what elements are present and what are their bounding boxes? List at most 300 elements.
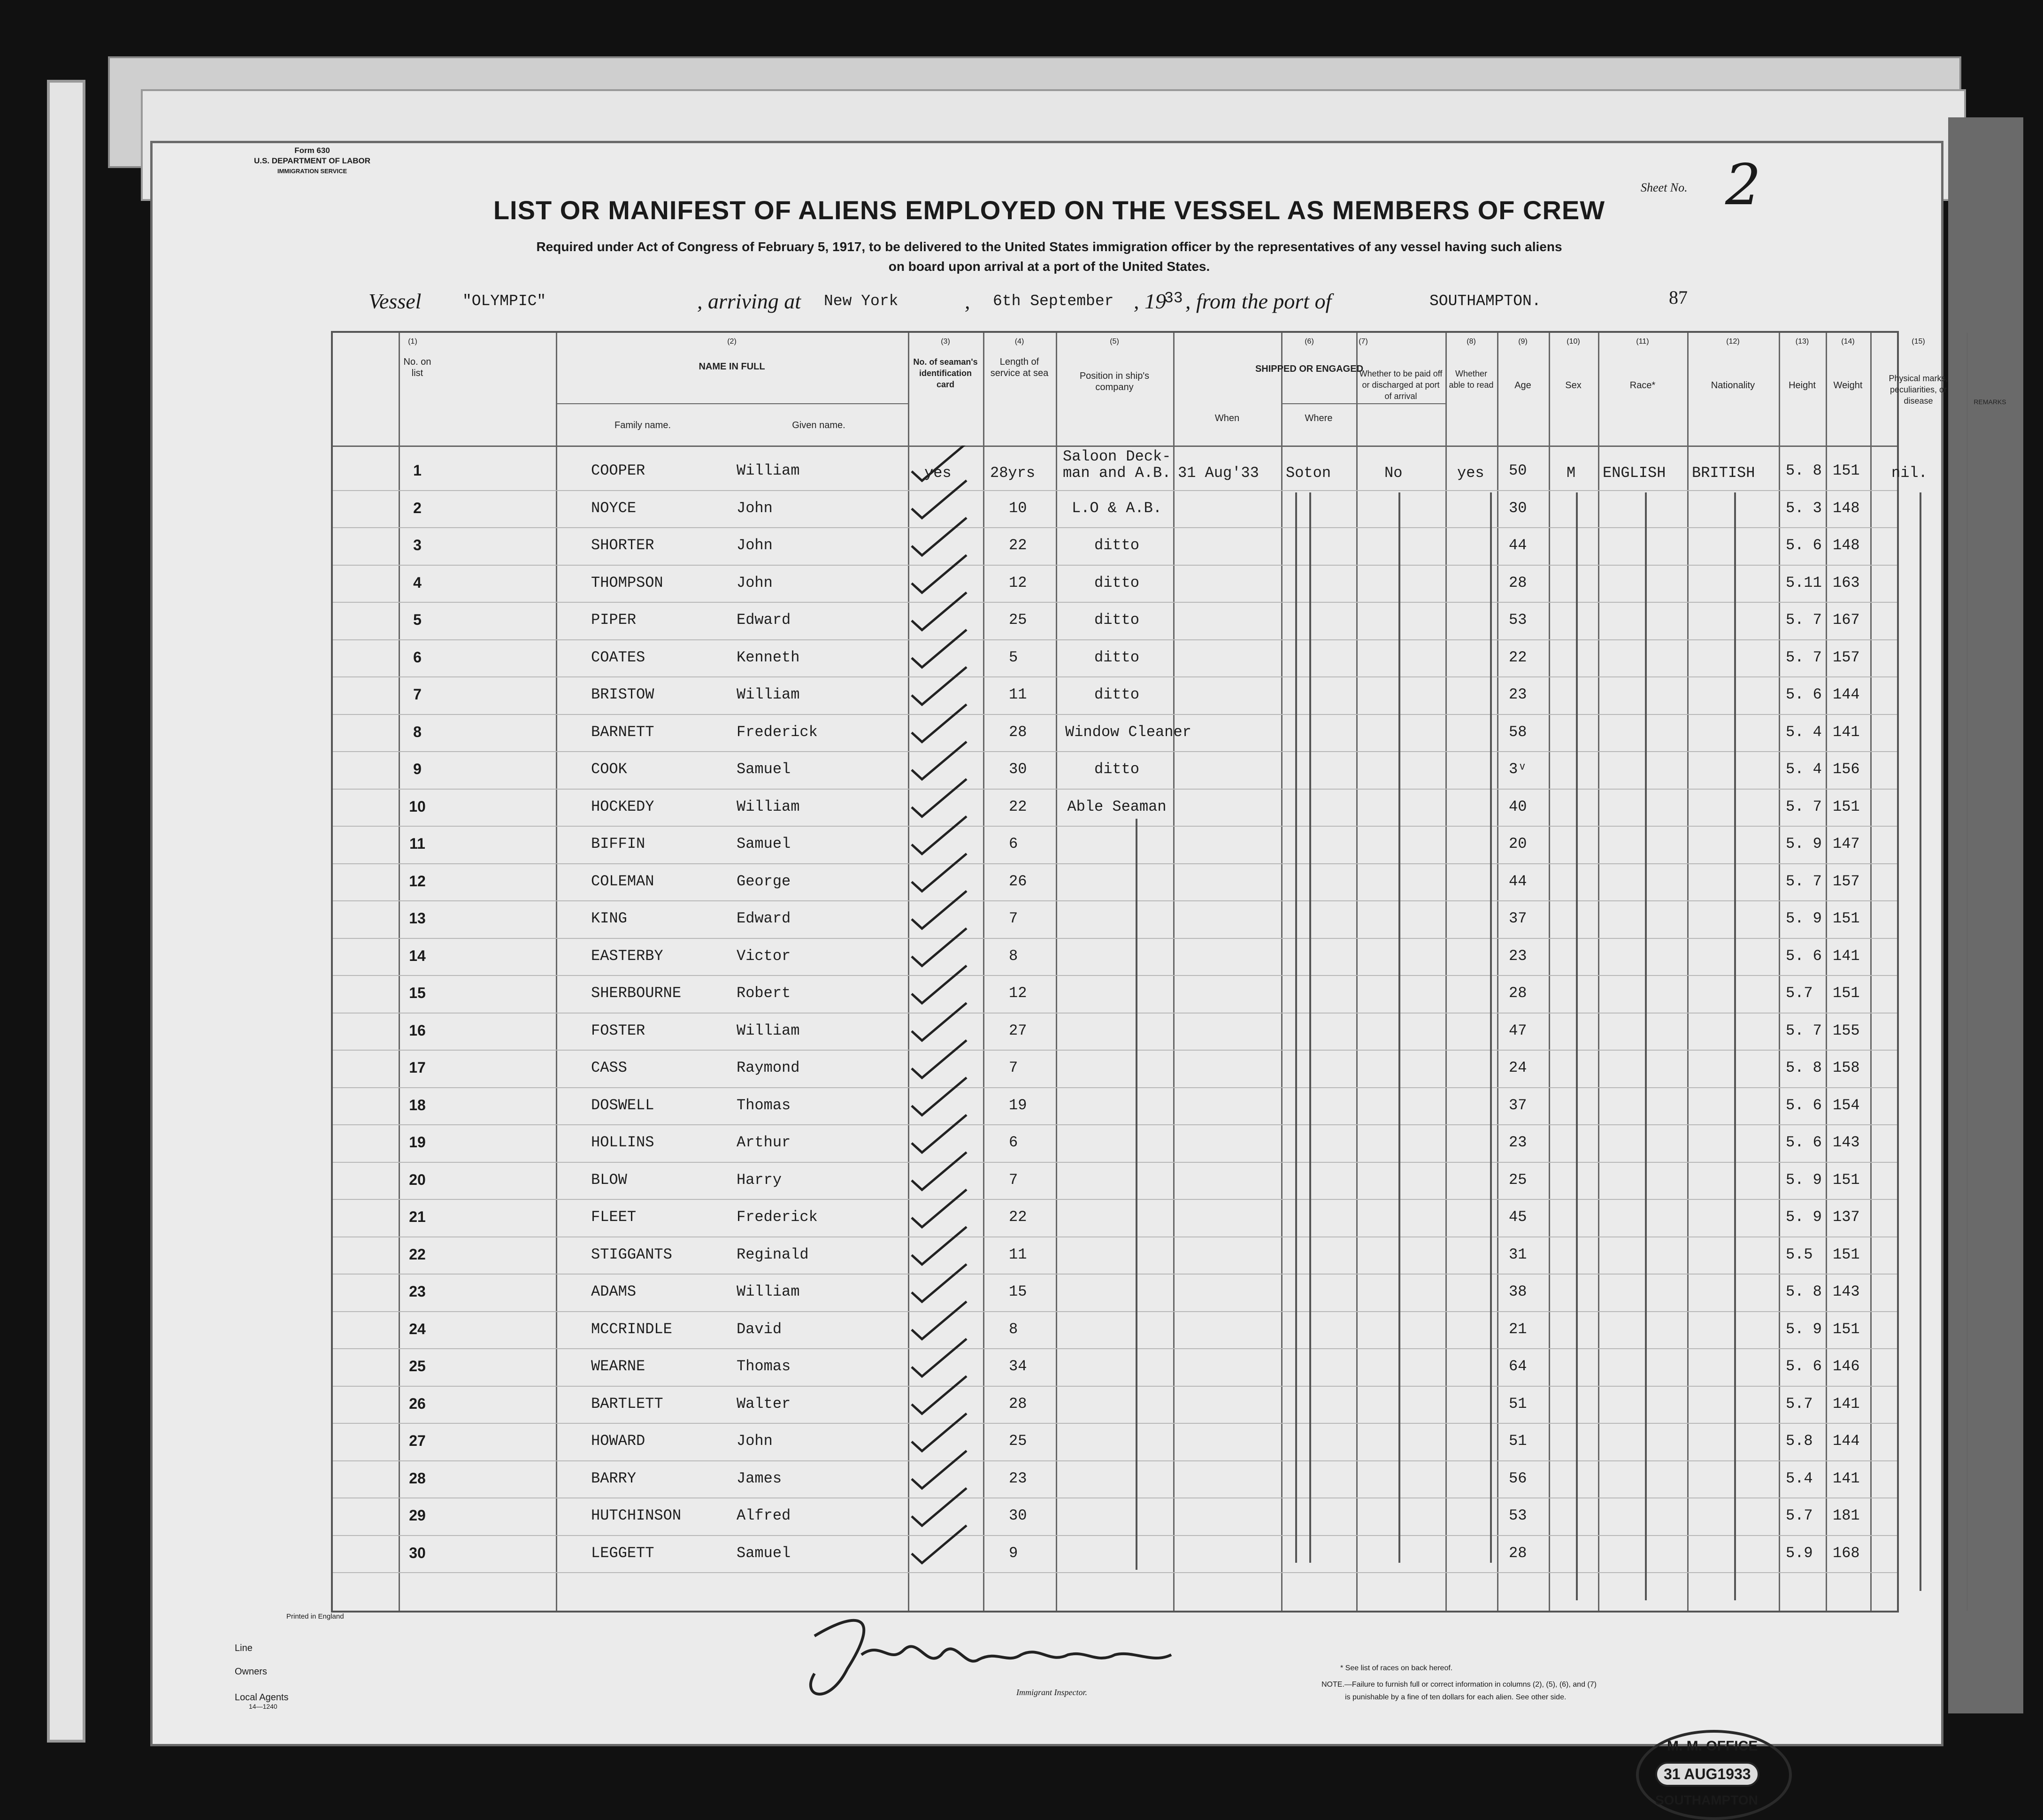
row1-read: yes <box>1457 464 1484 482</box>
given-name: William <box>737 798 800 815</box>
height: 5.4 <box>1786 1469 1813 1487</box>
given-name: Frederick <box>737 723 818 741</box>
row-divider <box>333 751 1897 752</box>
length-of-service: 15 <box>1009 1283 1027 1300</box>
row-number: 26 <box>409 1395 426 1412</box>
family-name: SHORTER <box>591 537 654 554</box>
from-label: , from the port of <box>1185 289 1332 313</box>
age: 45 <box>1509 1208 1527 1226</box>
pencil-ditto-line-where <box>1309 492 1311 1563</box>
age: 28 <box>1509 984 1527 1002</box>
length-of-service: 5 <box>1009 648 1018 666</box>
vessel-label: Vessel <box>369 289 422 313</box>
weight: 167 <box>1833 611 1860 629</box>
row-number: 5 <box>413 611 422 628</box>
col-8-number: (8) <box>1467 338 1476 346</box>
stamp-top: M. M. OFFICE <box>1667 1738 1758 1754</box>
weight: 157 <box>1833 648 1860 666</box>
tick-mark <box>912 555 967 593</box>
height: 5.8 <box>1786 1432 1813 1450</box>
height: 5.11 <box>1786 574 1822 591</box>
height: 5. 9 <box>1786 910 1822 927</box>
page-title: LIST OR MANIFEST OF ALIENS EMPLOYED ON THE VESSEL AS MEMBERS OF CREW <box>493 195 1605 225</box>
row1-when: 31 Aug'33 <box>1178 464 1259 482</box>
weight: 143 <box>1833 1283 1860 1300</box>
height: 5. 6 <box>1786 1358 1822 1375</box>
row-number: 18 <box>409 1096 426 1114</box>
col-9-number: (9) <box>1518 338 1528 346</box>
length-of-service: 27 <box>1009 1021 1027 1039</box>
department: U.S. DEPARTMENT OF LABOR <box>253 156 371 165</box>
age: 21 <box>1509 1320 1527 1338</box>
tick-mark <box>912 667 967 705</box>
height: 5. 8 <box>1786 1283 1822 1300</box>
weight: 144 <box>1833 686 1860 703</box>
position-in-company: Able Seaman <box>1067 798 1167 815</box>
height: 5. 8 <box>1786 462 1822 479</box>
height: 5. 4 <box>1786 760 1822 778</box>
age: 23 <box>1509 686 1527 703</box>
manifest-sheet: Form 630 U.S. DEPARTMENT OF LABOR IMMIGRATION SERVICE Sheet No. 2 LIST OR MANIFEST OF ALIENS EMPLOYED ON THE VESSEL AS MEMBERS OF CREW Required under Act of Congress of February 5, 1917, to be delivered to the United States immigration officer by the representatives of any vessel having such aliens on board upon arrival at a port of the United States. Vessel "OLYMPIC" , arriving at New York , 6th September , 19 33 , from the port of SOUTHAMPTON. 87 (1) No. on list (2) NAME IN FULL Family name. Given name. (3) No. of seaman's identification card (4) Length of service at sea (5) Position in ship's company (6) SHIPPED OR ENGAGED When Where (7) Whether to be paid off or discharged at port of arrival (8) Whether able to read (9) Age (10) Sex (11) Race* (12) Nationality (13) Height (14) Weight (15) Physical marks, peculiarities, or disease REMARKS 1 COOPER William 50 5. 8 151 2 NOYCE John 10 L.O & A.B. 30 5. 3 148 3 SHORTER John 22 ditto 44 5. 6 148 4 THOMPSON John 12 ditto 28 5.11 163 5 PIPER Edward 25 ditto 53 5. 7 167 6 COATES Kenneth 5 ditto 22 5. 7 157 7 BRISTOW William 11 ditto 23 5. 6 144 8 BARNETT Frederick 28 Window Cleaner 58 5. 4 141 9 COOK Samuel 30 ditto 3ᵛ 5. 4 156 10 HOCKEDY William 22 Able Seaman 40 5. 7 151 11 BIFFIN Samuel 6 20 5. 9 147 12 COLEMAN George 26 44 5. 7 157 13 KING Edward 7 37 5. 9 151 14 EASTERBY Victor 8 23 5. 6 141 15 SHERBOURNE Robert 12 28 5.7 151 16 FOSTER William 27 47 5. 7 155 17 CASS Raymond 7 24 5. 8 158 18 DOSWELL Thomas 19 37 5. 6 154 19 HOLLINS Arthur 6 23 5. 6 143 20 BLOW Harry 7 25 5. 9 151 21 FLEET Frederick 22 45 5. 9 137 22 STIGGANTS Reginald 11 31 5.5 151 23 ADAMS William 15 38 5. 8 143 24 MCCRINDLE David 8 21 5. 9 151 25 WEARNE Thomas 34 64 5. 6 146 26 BARTLETT Walter 28 51 5.7 141 27 HOWARD John 25 51 5.8 144 28 BARRY James 23 56 5.4 141 29 HUTCHINSON Alfred 30 53 5.7 181 30 LEGGETT Samuel 9 28 5.9 168 28yrs yes Saloon Deck- man and A.B. 31 Aug'33 Soton No yes M ENGLISH BRITISH nil. Printed in England Line Owners Local Agents 14—1240 Immigrant Inspector. * See list of races on back hereof. NOTE.—Failure to furnish full or correct information in columns (2), (5), (6), and (7) is punishable by a fine of ten dollars for each alien. See other side. M. M. OFFICE 31 AUG1933 SOUTHAMPTON <box>150 141 1943 1746</box>
given-name: David <box>737 1320 782 1338</box>
age: 40 <box>1509 798 1527 815</box>
given-name: Raymond <box>737 1059 800 1076</box>
col-physical-marks: Physical marks, peculiarities, or disease <box>1889 374 1948 406</box>
length-of-service: 8 <box>1009 1320 1018 1338</box>
family-name: BLOW <box>591 1171 627 1189</box>
row-divider <box>333 714 1897 715</box>
row-divider <box>333 938 1897 939</box>
row-number: 8 <box>413 723 422 740</box>
tick-mark <box>912 630 967 668</box>
length-of-service: 26 <box>1009 872 1027 890</box>
weight: 157 <box>1833 872 1860 890</box>
length-of-service: 6 <box>1009 835 1018 852</box>
row1-position-2: man and A.B. <box>1063 464 1171 482</box>
col-12-number: (12) <box>1726 338 1740 346</box>
height: 5. 7 <box>1786 648 1822 666</box>
row-divider <box>333 789 1897 790</box>
age: 23 <box>1509 947 1527 965</box>
col-where: Where <box>1305 413 1333 423</box>
age: 64 <box>1509 1358 1527 1375</box>
failure-note-2: is punishable by a fine of ten dollars for each alien. See other side. <box>1345 1693 1567 1701</box>
height: 5. 9 <box>1786 1320 1822 1338</box>
row-divider <box>333 1386 1897 1387</box>
weight: 181 <box>1833 1507 1860 1524</box>
col-15-number: (15) <box>1912 338 1925 346</box>
tick-mark <box>912 1376 967 1414</box>
row1-marks: nil. <box>1891 464 1928 482</box>
family-name: BARNETT <box>591 723 654 741</box>
row-divider <box>333 1124 1897 1125</box>
position-in-company: ditto <box>1094 760 1139 778</box>
checkmark-column <box>908 445 983 1591</box>
row-number: 2 <box>413 499 422 516</box>
family-name: BRISTOW <box>591 686 654 703</box>
length-of-service: 22 <box>1009 537 1027 554</box>
age: 44 <box>1509 537 1527 554</box>
length-of-service: 28 <box>1009 1395 1027 1413</box>
col-paid-off: Whether to be paid off or discharged at port of arrival <box>1359 369 1443 401</box>
col-no-on-list: No. on list <box>403 357 431 378</box>
tick-mark <box>912 966 967 1003</box>
age: 47 <box>1509 1021 1527 1039</box>
tick-mark <box>912 1526 967 1563</box>
age: 51 <box>1509 1432 1527 1450</box>
row-number: 10 <box>409 798 426 815</box>
length-of-service: 30 <box>1009 1507 1027 1524</box>
family-name: COOK <box>591 760 627 778</box>
length-of-service: 11 <box>1009 686 1027 703</box>
height: 5.7 <box>1786 1507 1813 1524</box>
given-name: Reginald <box>737 1245 809 1263</box>
row-number: 12 <box>409 872 426 890</box>
subtitle-line-1: Required under Act of Congress of February 5, 1917, to be delivered to the United States immigration officer by the representatives of any vessel having such aliens <box>536 239 1562 254</box>
row-number: 21 <box>409 1208 426 1225</box>
row-divider <box>333 1460 1897 1461</box>
tick-mark <box>912 1152 967 1190</box>
tick-mark <box>912 1264 967 1302</box>
col-1-number: (1) <box>408 338 417 346</box>
length-of-service: 34 <box>1009 1358 1027 1375</box>
family-name: BARTLETT <box>591 1395 663 1413</box>
given-name: Thomas <box>737 1358 791 1375</box>
tick-mark <box>912 445 967 481</box>
weight: 154 <box>1833 1096 1860 1114</box>
position-in-company: ditto <box>1094 686 1139 703</box>
pencil-ditto-line-when <box>1295 492 1297 1563</box>
row-number: 19 <box>409 1134 426 1151</box>
row1-where: Soton <box>1286 464 1331 482</box>
row-number: 28 <box>409 1469 426 1487</box>
length-of-service: 19 <box>1009 1096 1027 1114</box>
height: 5. 3 <box>1786 499 1822 517</box>
pencil-ditto-line-marks <box>1920 492 1921 1591</box>
weight: 158 <box>1833 1059 1860 1076</box>
row-number: 25 <box>409 1358 426 1375</box>
row-divider <box>333 863 1897 864</box>
weight: 137 <box>1833 1208 1860 1226</box>
family-name: MCCRINDLE <box>591 1320 672 1338</box>
given-name: Frederick <box>737 1208 818 1226</box>
height: 5.5 <box>1786 1245 1813 1263</box>
col-2-number: (2) <box>727 338 737 346</box>
row-divider <box>333 565 1897 566</box>
row-number: 7 <box>413 686 422 703</box>
footer-agents-label: Local Agents <box>235 1692 289 1703</box>
tick-mark <box>912 816 967 854</box>
tick-mark <box>912 1227 967 1265</box>
age: 53 <box>1509 1507 1527 1524</box>
row-number: 13 <box>409 910 426 927</box>
list-number: 87 <box>1669 287 1688 308</box>
age: 53 <box>1509 611 1527 629</box>
height: 5. 6 <box>1786 947 1822 965</box>
row1-nationality: BRITISH <box>1692 464 1755 482</box>
stamp-bottom: SOUTHAMPTON <box>1655 1793 1758 1807</box>
race-note: * See list of races on back hereof. <box>1340 1664 1453 1672</box>
weight: 151 <box>1833 798 1860 815</box>
row-divider <box>333 1497 1897 1498</box>
height: 5.9 <box>1786 1544 1813 1562</box>
given-name: John <box>737 537 773 554</box>
family-name: BIFFIN <box>591 835 645 852</box>
row-number: 16 <box>409 1021 426 1039</box>
row-divider <box>333 527 1897 528</box>
weight: 156 <box>1833 760 1860 778</box>
col-able-to-read: Whether able to read <box>1449 369 1494 390</box>
family-name: NOYCE <box>591 499 637 517</box>
row-number: 9 <box>413 760 422 777</box>
immigrant-inspector-label: Immigrant Inspector. <box>1016 1688 1087 1697</box>
row1-card: yes <box>924 464 952 482</box>
given-name: Harry <box>737 1171 782 1189</box>
age: 37 <box>1509 910 1527 927</box>
col-name-in-full: NAME IN FULL <box>699 361 765 372</box>
row1-sex: M <box>1567 464 1576 482</box>
weight: 163 <box>1833 574 1860 591</box>
length-of-service: 25 <box>1009 1432 1027 1450</box>
form-number: Form 630 <box>294 146 330 155</box>
pencil-ditto-line-read <box>1490 492 1492 1563</box>
age: 30 <box>1509 499 1527 517</box>
given-name: John <box>737 499 773 517</box>
tick-mark <box>912 1003 967 1041</box>
family-name: COOPER <box>591 462 645 479</box>
arriving-port: New York <box>824 292 899 310</box>
given-name: William <box>737 462 800 479</box>
age: 56 <box>1509 1469 1527 1487</box>
row-divider <box>333 1535 1897 1536</box>
position-in-company: ditto <box>1094 648 1139 666</box>
height: 5. 9 <box>1786 1171 1822 1189</box>
family-name: HOWARD <box>591 1432 645 1450</box>
given-name: Walter <box>737 1395 791 1413</box>
year-prefix: , 19 <box>1134 289 1166 313</box>
col-id-card: No. of seaman's identification card <box>913 357 978 389</box>
pencil-ditto-line-race <box>1645 492 1647 1600</box>
height: 5. 7 <box>1786 1021 1822 1039</box>
position-in-company: L.O & A.B. <box>1071 499 1162 517</box>
height: 5. 6 <box>1786 1096 1822 1114</box>
row-divider <box>333 826 1897 827</box>
height: 5. 7 <box>1786 611 1822 629</box>
row-divider <box>333 900 1897 901</box>
family-name: DOSWELL <box>591 1096 654 1114</box>
pencil-ditto-line-nationality <box>1734 492 1736 1600</box>
pencil-ditto-line-paid <box>1398 492 1400 1563</box>
col-shipped-engaged: SHIPPED OR ENGAGED <box>1255 364 1364 374</box>
col-length-service: Length of service at sea <box>990 357 1049 378</box>
col-race: Race* <box>1629 380 1656 391</box>
height: 5. 4 <box>1786 723 1822 741</box>
given-name: Arthur <box>737 1134 791 1151</box>
age: 28 <box>1509 1544 1527 1562</box>
row-divider <box>333 1236 1897 1237</box>
height: 5. 8 <box>1786 1059 1822 1076</box>
col-nationality: Nationality <box>1711 380 1755 391</box>
row-divider <box>333 676 1897 677</box>
row-divider <box>333 1572 1897 1573</box>
weight: 151 <box>1833 910 1860 927</box>
tick-mark <box>912 1190 967 1227</box>
age: 20 <box>1509 835 1527 852</box>
row-divider <box>333 639 1897 640</box>
family-name: THOMPSON <box>591 574 663 591</box>
col-age: Age <box>1514 380 1531 391</box>
age: 37 <box>1509 1096 1527 1114</box>
age: 28 <box>1509 574 1527 591</box>
tick-mark <box>912 742 967 779</box>
row-number: 20 <box>409 1171 426 1188</box>
given-name: Samuel <box>737 760 791 778</box>
tick-mark <box>912 1451 967 1489</box>
row-divider <box>333 1087 1897 1088</box>
given-name: Thomas <box>737 1096 791 1114</box>
length-of-service: 28 <box>1009 723 1027 741</box>
printed-in: Printed in England <box>286 1613 344 1620</box>
underlying-page-edge-right <box>1948 117 2023 1713</box>
footer-owners-label: Owners <box>235 1666 267 1677</box>
tick-mark <box>912 1302 967 1339</box>
weight: 151 <box>1833 984 1860 1002</box>
family-name: CASS <box>591 1059 627 1076</box>
vessel-name: "OLYMPIC" <box>462 292 546 310</box>
given-name: Alfred <box>737 1507 791 1524</box>
col-7-number: (7) <box>1359 338 1368 346</box>
weight: 147 <box>1833 835 1860 852</box>
given-name: Kenneth <box>737 648 800 666</box>
tick-mark <box>912 779 967 817</box>
tick-mark <box>912 891 967 929</box>
tick-mark <box>912 1488 967 1526</box>
col-given-name: Given name. <box>792 420 845 430</box>
weight: 151 <box>1833 462 1860 479</box>
sheet-no-label: Sheet No. <box>1641 181 1688 194</box>
from-port: SOUTHAMPTON. <box>1429 292 1541 310</box>
row-divider <box>333 1311 1897 1312</box>
tick-mark <box>912 481 967 518</box>
family-name: PIPER <box>591 611 637 629</box>
row-number: 6 <box>413 648 422 666</box>
col-remarks: REMARKS <box>1974 398 2006 406</box>
col-3-number: (3) <box>941 338 950 346</box>
subtitle-line-2: on board upon arrival at a port of the United States. <box>888 259 1210 274</box>
row-number: 29 <box>409 1507 426 1524</box>
weight: 148 <box>1833 499 1860 517</box>
col-5-number: (5) <box>1110 338 1119 346</box>
family-name: HOLLINS <box>591 1134 654 1151</box>
row1-paid-off: No <box>1384 464 1403 482</box>
family-name: COLEMAN <box>591 872 654 890</box>
row-number: 22 <box>409 1245 426 1263</box>
tick-mark <box>912 1078 967 1115</box>
col-sex: Sex <box>1565 380 1582 391</box>
row1-position: Saloon Deck- <box>1063 448 1171 465</box>
weight: 144 <box>1833 1432 1860 1450</box>
weight: 141 <box>1833 1469 1860 1487</box>
subtitle <box>293 237 1805 276</box>
row-number: 3 <box>413 537 422 553</box>
given-name: Edward <box>737 910 791 927</box>
row-number: 11 <box>409 835 425 852</box>
family-name: EASTERBY <box>591 947 663 965</box>
weight: 155 <box>1833 1021 1860 1039</box>
weight: 141 <box>1833 947 1860 965</box>
row-divider <box>333 1013 1897 1014</box>
given-name: John <box>737 1432 773 1450</box>
failure-note-1: NOTE.—Failure to furnish full or correct information in columns (2), (5), (6), and (7) <box>1321 1681 1597 1689</box>
length-of-service: 22 <box>1009 798 1027 815</box>
height: 5. 9 <box>1786 1208 1822 1226</box>
age: 3ᵛ <box>1509 760 1527 778</box>
family-name: COATES <box>591 648 645 666</box>
row-number: 17 <box>409 1059 426 1076</box>
family-name: BARRY <box>591 1469 637 1487</box>
given-name: William <box>737 1021 800 1039</box>
weight: 151 <box>1833 1245 1860 1263</box>
row-divider <box>333 1423 1897 1424</box>
weight: 168 <box>1833 1544 1860 1562</box>
row-divider <box>333 1050 1897 1051</box>
tick-mark <box>912 1115 967 1152</box>
length-of-service: 8 <box>1009 947 1018 965</box>
height: 5. 7 <box>1786 798 1822 815</box>
given-name: James <box>737 1469 782 1487</box>
age: 50 <box>1509 462 1527 479</box>
tick-mark <box>912 705 967 742</box>
crew-table <box>331 331 2006 1613</box>
pencil-ditto-line-position <box>1136 819 1137 1570</box>
tick-mark <box>912 854 967 891</box>
tick-mark <box>912 518 967 555</box>
age: 58 <box>1509 723 1527 741</box>
office-stamp <box>1636 1730 1792 1820</box>
length-of-service: 6 <box>1009 1134 1018 1151</box>
row-divider <box>333 1162 1897 1163</box>
length-of-service: 30 <box>1009 760 1027 778</box>
age: 22 <box>1509 648 1527 666</box>
height: 5.7 <box>1786 984 1813 1002</box>
row-number: 15 <box>409 984 426 1001</box>
length-of-service: 12 <box>1009 984 1027 1002</box>
row1-race: ENGLISH <box>1603 464 1666 482</box>
given-name: John <box>737 574 773 591</box>
family-name: WEARNE <box>591 1358 645 1375</box>
height: 5. 6 <box>1786 1134 1822 1151</box>
inspector-signature <box>786 1598 1256 1720</box>
length-of-service: 9 <box>1009 1544 1018 1562</box>
given-name: William <box>737 686 800 703</box>
tick-mark <box>912 1413 967 1451</box>
year-suffix: 33 <box>1164 290 1183 307</box>
row-number: 1 <box>413 462 422 479</box>
length-of-service: 7 <box>1009 1059 1018 1076</box>
weight: 141 <box>1833 1395 1860 1413</box>
family-name: LEGGETT <box>591 1544 654 1562</box>
col-14-number: (14) <box>1841 338 1855 346</box>
age: 24 <box>1509 1059 1527 1076</box>
family-name: HOCKEDY <box>591 798 654 815</box>
row-divider <box>333 1274 1897 1275</box>
col-weight: Weight <box>1833 380 1863 391</box>
age: 25 <box>1509 1171 1527 1189</box>
length-of-service: 22 <box>1009 1208 1027 1226</box>
row-divider <box>333 490 1897 491</box>
given-name: Victor <box>737 947 791 965</box>
col-position: Position in ship's company <box>1079 371 1150 392</box>
